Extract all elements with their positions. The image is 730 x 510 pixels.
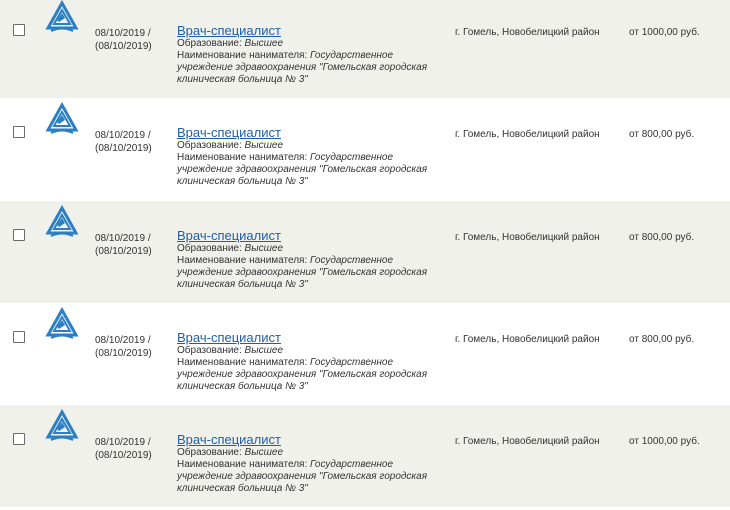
- list-item: [0, 98, 730, 200]
- salary: от 1000,00 руб.: [629, 27, 700, 38]
- vacancy-title-link[interactable]: Врач-специалист: [177, 23, 281, 38]
- triangle-emblem-icon: [45, 0, 79, 34]
- vacancy-title-link[interactable]: Врач-специалист: [177, 228, 281, 243]
- education-line: Образование: Высшее: [177, 447, 283, 458]
- select-checkbox[interactable]: [13, 331, 25, 343]
- triangle-emblem-icon: [45, 205, 79, 239]
- triangle-emblem-icon: [45, 409, 79, 443]
- vacancy-info: [177, 23, 447, 86]
- posted-date: 08/10/2019 / (08/10/2019): [95, 28, 152, 52]
- select-checkbox[interactable]: [13, 229, 25, 241]
- location: г. Гомель, Новобелицкий район: [455, 129, 600, 140]
- vacancy-info: [177, 125, 447, 188]
- salary: от 1000,00 руб.: [629, 436, 700, 447]
- education-line: Образование: Высшее: [177, 243, 283, 254]
- employer-line: Наименование нанимателя: Государственное учреждение здравоохранения "Гомельская городская клиническая больница № 3": [177, 50, 428, 85]
- list-item: [0, 303, 730, 405]
- vacancy-title-link[interactable]: Врач-специалист: [177, 125, 281, 140]
- list-item: [0, 201, 730, 303]
- location: г. Гомель, Новобелицкий район: [455, 232, 600, 243]
- employer-line: Наименование нанимателя: Государственное учреждение здравоохранения "Гомельская городская клиническая больница № 3": [177, 255, 428, 290]
- triangle-emblem-icon: [45, 102, 79, 136]
- location: г. Гомель, Новобелицкий район: [455, 27, 600, 38]
- employer-line: Наименование нанимателя: Государственное учреждение здравоохранения "Гомельская городская клиническая больница № 3": [177, 357, 428, 392]
- location: г. Гомель, Новобелицкий район: [455, 334, 600, 345]
- salary: от 800,00 руб.: [629, 334, 695, 345]
- education-line: Образование: Высшее: [177, 140, 283, 151]
- vacancy-info: [177, 432, 447, 495]
- vacancy-title-link[interactable]: Врач-специалист: [177, 330, 281, 345]
- vacancy-title-link[interactable]: Врач-специалист: [177, 432, 281, 447]
- posted-date: 08/10/2019 / (08/10/2019): [95, 130, 152, 154]
- list-item: [0, 405, 730, 507]
- select-checkbox[interactable]: [13, 433, 25, 445]
- posted-date: 08/10/2019 / (08/10/2019): [95, 233, 152, 257]
- vacancy-info: [177, 330, 447, 393]
- salary: от 800,00 руб.: [629, 232, 695, 243]
- employer-line: Наименование нанимателя: Государственное учреждение здравоохранения "Гомельская городская клиническая больница № 3": [177, 459, 428, 494]
- education-line: Образование: Высшее: [177, 345, 283, 356]
- vacancy-info: [177, 228, 447, 291]
- select-checkbox[interactable]: [13, 24, 25, 36]
- employer-line: Наименование нанимателя: Государственное учреждение здравоохранения "Гомельская городская клиническая больница № 3": [177, 152, 428, 187]
- triangle-emblem-icon: [45, 307, 79, 341]
- location: г. Гомель, Новобелицкий район: [455, 436, 600, 447]
- list-item: [0, 0, 730, 98]
- salary: от 800,00 руб.: [629, 129, 695, 140]
- posted-date: 08/10/2019 / (08/10/2019): [95, 335, 152, 359]
- select-checkbox[interactable]: [13, 126, 25, 138]
- education-line: Образование: Высшее: [177, 38, 283, 49]
- posted-date: 08/10/2019 / (08/10/2019): [95, 437, 152, 461]
